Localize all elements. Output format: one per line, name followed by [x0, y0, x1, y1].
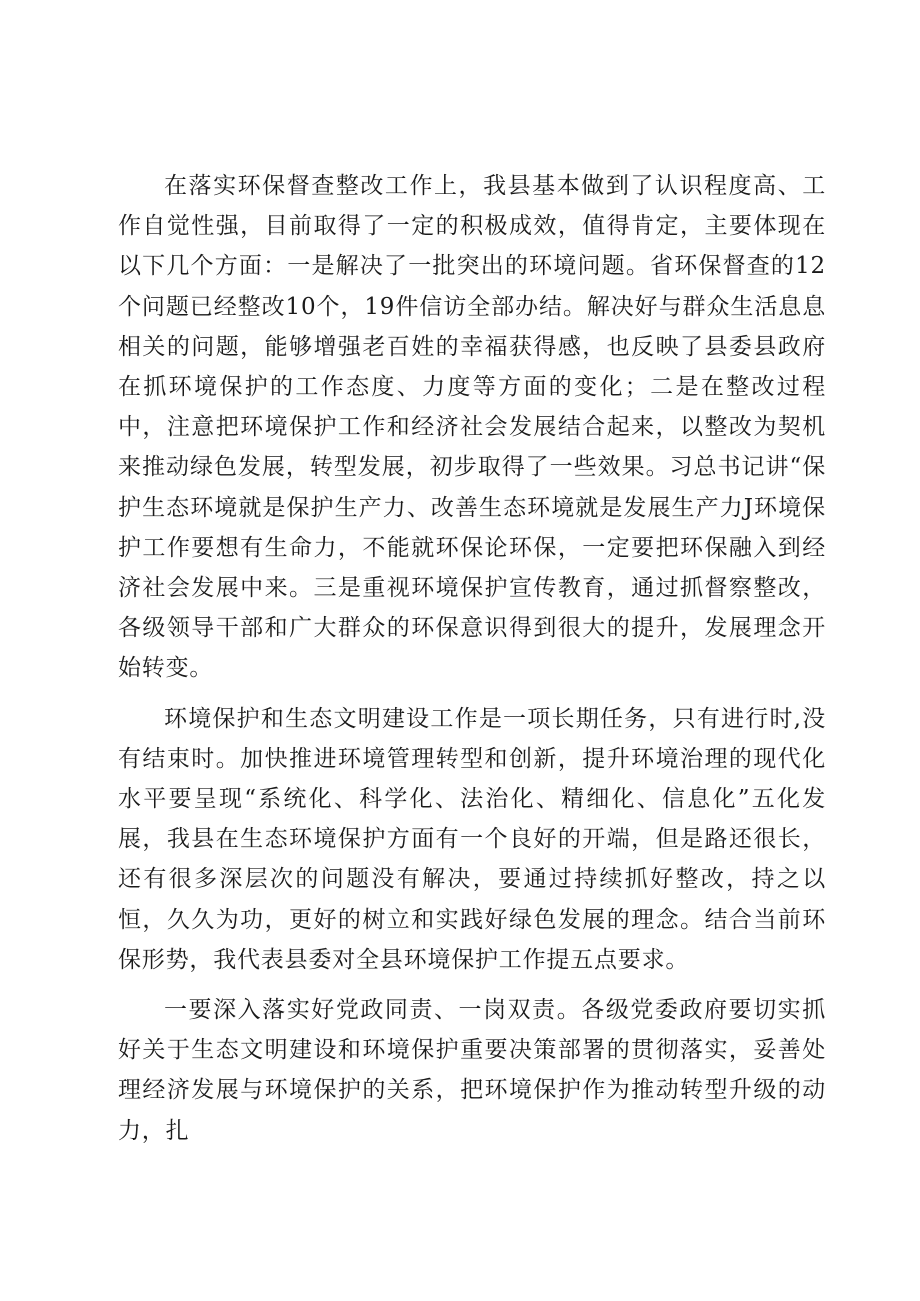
document-body	[118, 166, 826, 1161]
paragraph-3: 一要深入落实好党政同责、一岗双责。各级党委政府要切实抓好关于生态文明建设和环境保护重要决策部署的贯彻落实，妥善处理经济发展与环境保护的关系，把环境保护作为推动转型升级的动力，扎	[118, 997, 826, 1144]
paragraph-1: 在落实环保督查整改工作上，我县基本做到了认识程度高、工作自觉性强，目前取得了一定的积极成效，值得肯定，主要体现在以下几个方面：一是解决了一批突出的环境问题。省环保督查的12个问题已经整改10个，19件信访全部办结。解决好与群众生活息息相关的问题，能够增强老百姓的幸福获得感，也反映了县委县政府在抓环境保护的工作态度、力度等方面的变化；二是在整改过程中，注意把环境保护工作和经济社会发展结合起来，以整改为契机来推动绿色发展，转型发展，初步取得了一些效果。习总书记讲“保护生态环境就是保护生产力、改善生态环境就是发展生产力J环境保护工作要想有生命力，不能就环保论环保，一定要把环保融入到经济社会发展中来。三是重视环境保护宣传教育，通过抓督察整改，各级领导干部和广大群众的环保意识得到很大的提升，发展理念开始转变。	[118, 173, 826, 682]
paragraph-2: 环境保护和生态文明建设工作是一项长期任务，只有进行时,没有结束时。加快推进环境管理转型和创新，提升环境治理的现代化水平要呈现“系统化、科学化、法治化、精细化、信息化”五化发展，我县在生态环境保护方面有一个良好的开端，但是路还很长，还有很多深层次的问题没有解决，要通过持续抓好整改，持之以恒，久久为功，更好的树立和实践好绿色发展的理念。结合当前环保形势，我代表县委对全县环境保护工作提五点要求。	[118, 705, 826, 973]
